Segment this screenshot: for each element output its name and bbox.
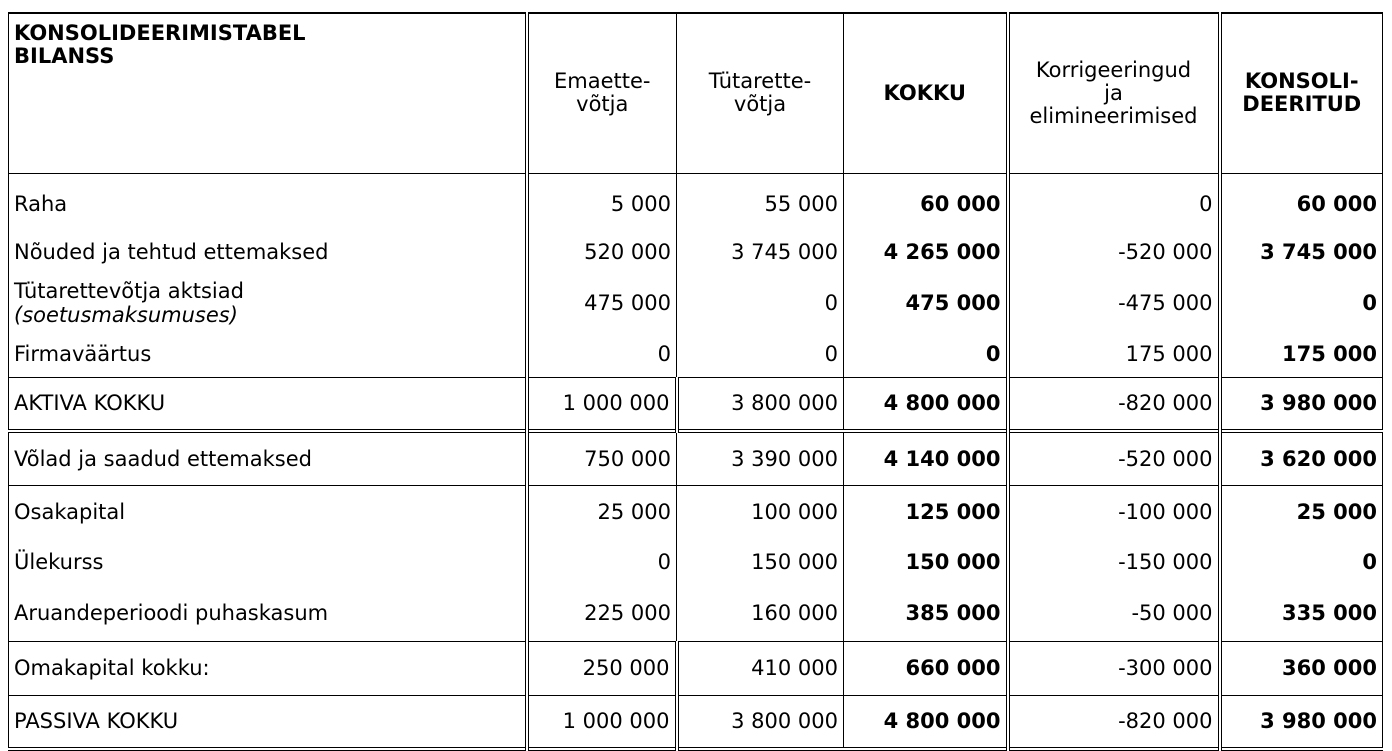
cell-consolidated: 25 000	[1220, 485, 1383, 539]
cell-subsidiary: 3 800 000	[677, 695, 844, 749]
consolidation-table	[8, 12, 1383, 751]
cell-consolidated: 360 000	[1220, 641, 1383, 695]
cell-total: 4 800 000	[844, 377, 1008, 431]
cell-total: 60 000	[844, 173, 1008, 229]
cell-consolidated: 60 000	[1220, 173, 1383, 229]
cell-parent: 25 000	[527, 485, 677, 539]
col-header-total	[844, 13, 1008, 173]
cell-total: 125 000	[844, 485, 1008, 539]
table-row	[9, 275, 1383, 331]
cell-subsidiary: 150 000	[677, 539, 844, 585]
cell-subsidiary: 0	[677, 275, 844, 331]
row-label: Aruandeperioodi puhaskasum	[9, 585, 527, 641]
cell-parent: 5 000	[527, 173, 677, 229]
table-header-row	[9, 13, 1383, 173]
cell-parent: 750 000	[527, 431, 677, 485]
col-header-subsidiary-line1: Tütarette-	[708, 69, 812, 94]
table-row	[9, 229, 1383, 275]
cell-adjustments: -820 000	[1008, 377, 1220, 431]
table-row	[9, 539, 1383, 585]
col-header-consolidated	[1220, 13, 1383, 173]
cell-subsidiary: 3 800 000	[677, 377, 844, 431]
row-label: Võlad ja saadud ettemaksed	[9, 431, 527, 485]
table-row-subtotal	[9, 641, 1383, 695]
col-header-adjustments-line2: ja	[1104, 80, 1123, 105]
cell-total: 4 800 000	[844, 695, 1008, 749]
row-label: Raha	[9, 173, 527, 229]
cell-consolidated: 0	[1220, 275, 1383, 331]
cell-adjustments: 175 000	[1008, 331, 1220, 377]
table-row	[9, 173, 1383, 229]
cell-total: 150 000	[844, 539, 1008, 585]
cell-adjustments: -150 000	[1008, 539, 1220, 585]
cell-adjustments: -50 000	[1008, 585, 1220, 641]
col-header-adjustments-line3: elimineerimised	[1029, 103, 1198, 128]
col-header-adjustments-line1: Korrigeeringud	[1035, 57, 1192, 82]
cell-subsidiary: 410 000	[677, 641, 844, 695]
cell-adjustments: 0	[1008, 173, 1220, 229]
cell-parent: 250 000	[527, 641, 677, 695]
cell-total: 385 000	[844, 585, 1008, 641]
cell-total: 475 000	[844, 275, 1008, 331]
cell-subsidiary: 3 745 000	[677, 229, 844, 275]
cell-total: 4 265 000	[844, 229, 1008, 275]
cell-consolidated: 3 980 000	[1220, 377, 1383, 431]
cell-subsidiary: 55 000	[677, 173, 844, 229]
cell-parent: 225 000	[527, 585, 677, 641]
cell-consolidated: 0	[1220, 539, 1383, 585]
table-row	[9, 485, 1383, 539]
row-label-sub: (soetusmaksumuses)	[14, 303, 238, 327]
cell-subsidiary: 3 390 000	[677, 431, 844, 485]
cell-parent: 475 000	[527, 275, 677, 331]
cell-parent: 0	[527, 331, 677, 377]
cell-adjustments: -520 000	[1008, 229, 1220, 275]
table-title	[9, 13, 527, 173]
cell-total: 4 140 000	[844, 431, 1008, 485]
cell-consolidated: 335 000	[1220, 585, 1383, 641]
table-row	[9, 431, 1383, 485]
col-header-subsidiary	[677, 13, 844, 173]
cell-subsidiary: 100 000	[677, 485, 844, 539]
row-label-main: Tütarettevõtja aktsiad	[14, 279, 244, 303]
row-label: Firmaväärtus	[9, 331, 527, 377]
cell-parent: 0	[527, 539, 677, 585]
row-label: PASSIVA KOKKU	[9, 695, 527, 749]
title-line-2: BILANSS	[14, 44, 115, 68]
table-row	[9, 585, 1383, 641]
balance-sheet-page	[8, 12, 1384, 751]
cell-adjustments: -100 000	[1008, 485, 1220, 539]
row-label	[9, 275, 527, 331]
cell-consolidated: 3 980 000	[1220, 695, 1383, 749]
cell-total: 660 000	[844, 641, 1008, 695]
col-header-total-line1: KOKKU	[883, 80, 966, 105]
cell-parent: 1 000 000	[527, 377, 677, 431]
col-header-adjustments	[1008, 13, 1220, 173]
cell-parent: 520 000	[527, 229, 677, 275]
table-row	[9, 331, 1383, 377]
cell-consolidated: 3 745 000	[1220, 229, 1383, 275]
col-header-parent-line2: võtja	[576, 92, 629, 117]
row-label: Ülekurss	[9, 539, 527, 585]
table-row-total	[9, 377, 1383, 431]
row-label: Nõuded ja tehtud ettemaksed	[9, 229, 527, 275]
row-label: Omakapital kokku:	[9, 641, 527, 695]
cell-consolidated: 175 000	[1220, 331, 1383, 377]
col-header-consolidated-line1: KONSOLI-	[1244, 69, 1359, 94]
cell-parent: 1 000 000	[527, 695, 677, 749]
cell-adjustments: -520 000	[1008, 431, 1220, 485]
title-line-1: KONSOLIDEERIMISTABEL	[14, 21, 306, 45]
cell-adjustments: -300 000	[1008, 641, 1220, 695]
cell-subsidiary: 0	[677, 331, 844, 377]
row-label: AKTIVA KOKKU	[9, 377, 527, 431]
cell-total: 0	[844, 331, 1008, 377]
cell-subsidiary: 160 000	[677, 585, 844, 641]
col-header-parent-line1: Emaette-	[554, 69, 651, 94]
cell-consolidated: 3 620 000	[1220, 431, 1383, 485]
row-label: Osakapital	[9, 485, 527, 539]
col-header-consolidated-line2: DEERITUD	[1242, 92, 1362, 117]
cell-adjustments: -820 000	[1008, 695, 1220, 749]
col-header-parent	[527, 13, 677, 173]
table-row-total	[9, 695, 1383, 749]
cell-adjustments: -475 000	[1008, 275, 1220, 331]
col-header-subsidiary-line2: võtja	[733, 92, 787, 117]
